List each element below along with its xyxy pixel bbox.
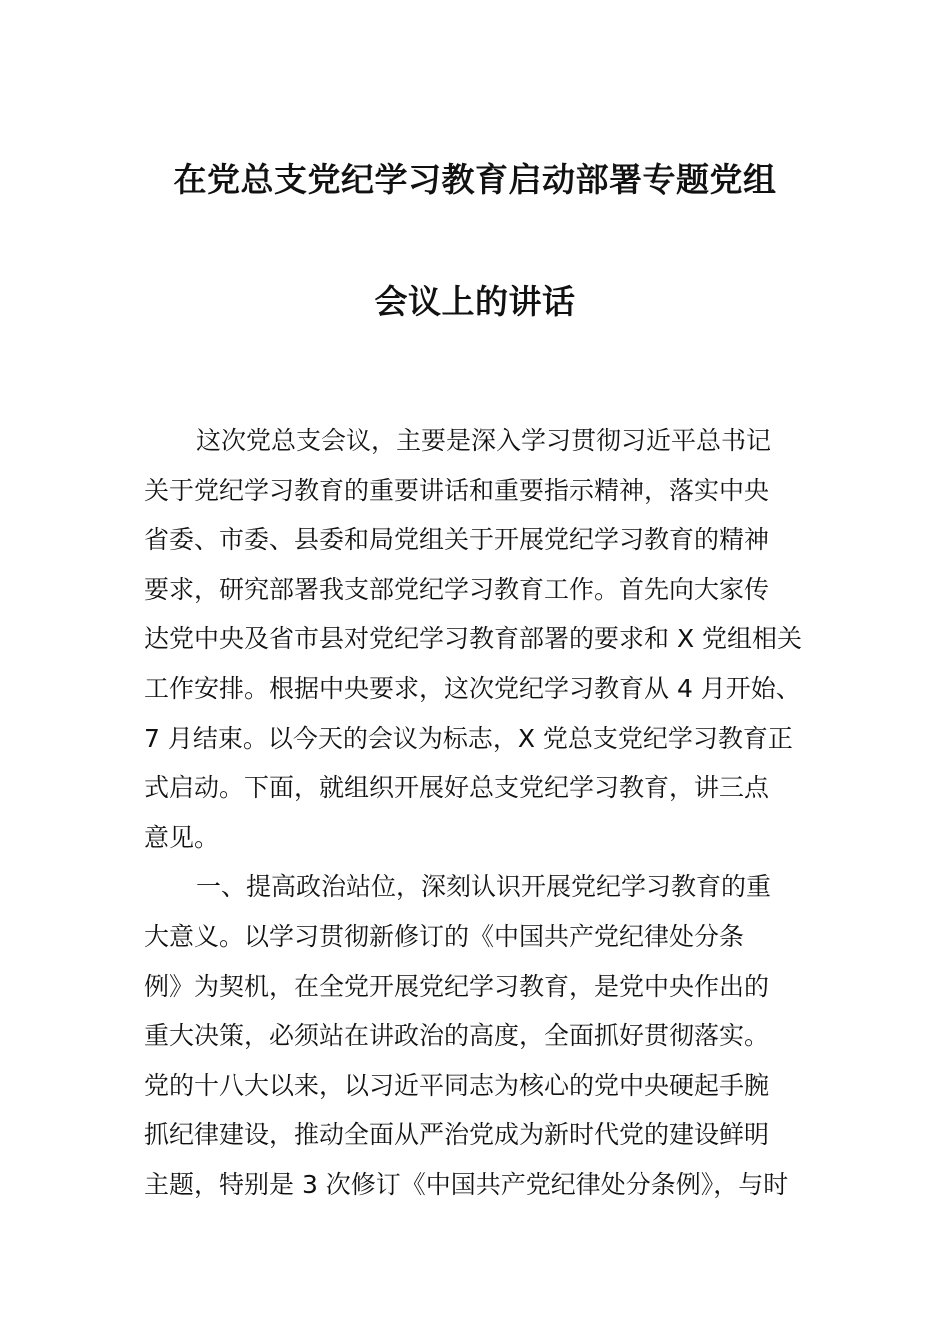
document-body [144, 416, 814, 1210]
body-line: 一、提高政治站位，深刻认识开展党纪学习教育的重 [196, 872, 772, 902]
body-line: 抓纪律建设，推动全面从严治党成为新时代党的建设鲜明 [144, 1120, 770, 1150]
body-line: 7 月结束。以今天的会议为标志，X 党总支党纪学习教育正 [144, 723, 793, 753]
document-title-line-1: 在党总支党纪学习教育启动部署专题党组 [173, 160, 777, 199]
body-line: 省委、市委、县委和局党组关于开展党纪学习教育的精神 [144, 525, 770, 555]
body-line: 达党中央及省市县对党纪学习教育部署的要求和 X 党组相关 [144, 624, 803, 654]
body-line: 关于党纪学习教育的重要讲话和重要指示精神，落实中央 [144, 475, 770, 505]
body-line: 意见。 [144, 822, 220, 852]
body-line: 例》为契机，在全党开展党纪学习教育，是党中央作出的 [144, 971, 770, 1001]
body-line: 工作安排。根据中央要求，这次党纪学习教育从 4 月开始、 [144, 673, 801, 703]
body-line: 大意义。以学习贯彻新修订的《中国共产党纪律处分条 [144, 921, 745, 951]
document-title-line-2: 会议上的讲话 [374, 282, 576, 321]
body-line: 式启动。下面，就组织开展好总支党纪学习教育，讲三点 [144, 773, 770, 803]
body-line: 要求，研究部署我支部党纪学习教育工作。首先向大家传 [144, 574, 770, 604]
body-line: 党的十八大以来，以习近平同志为核心的党中央硬起手腕 [144, 1070, 770, 1100]
body-line: 主题，特别是 3 次修订《中国共产党纪律处分条例》，与时 [144, 1169, 789, 1199]
body-line: 重大决策，必须站在讲政治的高度，全面抓好贯彻落实。 [144, 1021, 770, 1051]
body-line: 这次党总支会议，主要是深入学习贯彻习近平总书记 [196, 426, 772, 455]
